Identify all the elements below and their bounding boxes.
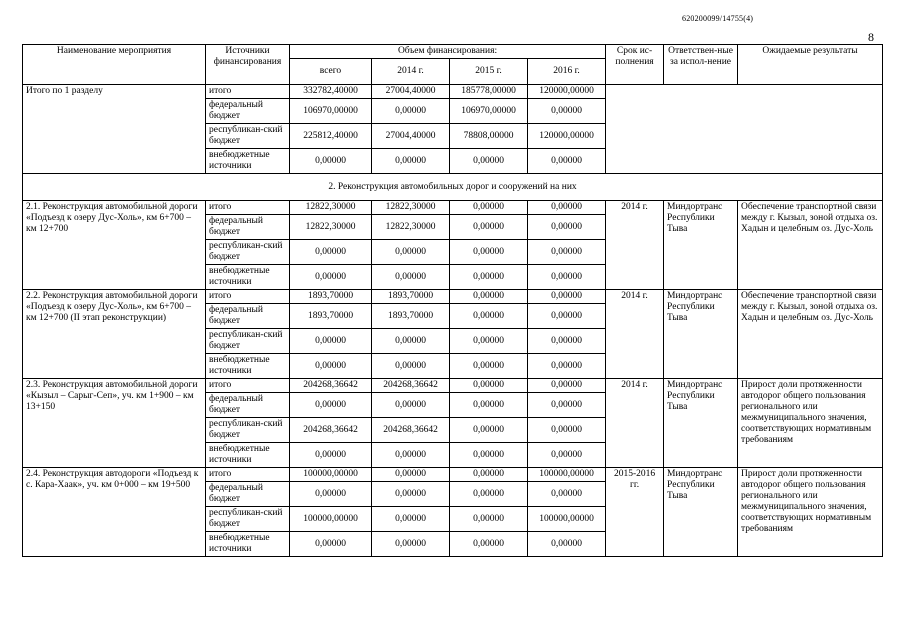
header-responsible: Ответствен-ные за испол-нение [664, 45, 738, 85]
header-total: всего [290, 59, 372, 85]
page-number: 8 [868, 30, 874, 44]
amount-2016: 0,00000 [528, 354, 606, 379]
item-responsible: Миндортранс Республики Тыва [664, 468, 738, 557]
amount-2014: 12822,30000 [372, 215, 450, 240]
amount-2016: 100000,00000 [528, 507, 606, 532]
item-responsible: Миндортранс Республики Тыва [664, 290, 738, 379]
header-sources: Источники финансирования [206, 45, 290, 85]
amount-2014: 0,00000 [372, 329, 450, 354]
amount-total: 0,00000 [290, 329, 372, 354]
amount-total: 12822,30000 [290, 201, 372, 215]
amount-2015: 0,00000 [450, 265, 528, 290]
amount-total: 100000,00000 [290, 507, 372, 532]
amount-2014: 1893,70000 [372, 304, 450, 329]
amount-total: 1893,70000 [290, 304, 372, 329]
source-cell: федеральный бюджет [206, 99, 290, 124]
amount-2016: 100000,00000 [528, 468, 606, 482]
item-result: Прирост доли протяженности автодорог общего пользования регионального или межмуниципального значения, соответствующих нормативным требованиям [738, 468, 883, 557]
amount-2014: 204268,36642 [372, 379, 450, 393]
source-cell: республикан-ский бюджет [206, 329, 290, 354]
amount-2015: 0,00000 [450, 354, 528, 379]
amount-total: 0,00000 [290, 443, 372, 468]
amount-total: 1893,70000 [290, 290, 372, 304]
source-cell: внебюджетные источники [206, 265, 290, 290]
source-cell: республикан-ский бюджет [206, 418, 290, 443]
amount-2014: 0,00000 [372, 468, 450, 482]
header-funding: Объем финансирования: [290, 45, 606, 59]
item-name: 2.2. Реконструкция автомобильной дороги «Подъезд к озеру Дус-Холь», км 6+700 – км 12+700 (II этап реконструкции) [23, 290, 206, 379]
table-body [23, 85, 883, 557]
item-term: 2014 г. [606, 290, 664, 379]
item-term: 2014 г. [606, 379, 664, 468]
source-cell: федеральный бюджет [206, 393, 290, 418]
item-responsible: Миндортранс Республики Тыва [664, 201, 738, 290]
table-row [23, 468, 883, 482]
source-cell: внебюджетные источники [206, 149, 290, 174]
header-2016: 2016 г. [528, 59, 606, 85]
amount-2015: 0,00000 [450, 532, 528, 557]
amount-2016: 0,00000 [528, 215, 606, 240]
amount-2014: 0,00000 [372, 443, 450, 468]
financing-table [22, 44, 883, 557]
amount-2015: 0,00000 [450, 468, 528, 482]
amount-2015: 0,00000 [450, 201, 528, 215]
amount-2015: 106970,00000 [450, 99, 528, 124]
source-cell: федеральный бюджет [206, 215, 290, 240]
section1-total-name: Итого по 1 разделу [23, 85, 206, 174]
item-name: 2.3. Реконструкция автомобильной дороги «Кызыл – Сарыг-Сеп», уч. км 1+900 – км 13+150 [23, 379, 206, 468]
amount-2016: 0,00000 [528, 418, 606, 443]
amount-2014: 0,00000 [372, 532, 450, 557]
amount-2016: 0,00000 [528, 304, 606, 329]
item-result: Прирост доли протяженности автодорог общего пользования регионального или межмуниципального значения, соответствующих нормативным требованиям [738, 379, 883, 468]
amount-2016: 0,00000 [528, 532, 606, 557]
amount-2015: 0,00000 [450, 215, 528, 240]
document-code: 620200099/14755(4) [682, 14, 754, 23]
amount-total: 0,00000 [290, 532, 372, 557]
amount-2016: 0,00000 [528, 290, 606, 304]
amount-2015: 0,00000 [450, 290, 528, 304]
amount-2014: 0,00000 [372, 99, 450, 124]
amount-2016: 120000,00000 [528, 124, 606, 149]
source-cell: федеральный бюджет [206, 304, 290, 329]
source-cell: республикан-ский бюджет [206, 124, 290, 149]
amount-2015: 185778,00000 [450, 85, 528, 99]
source-cell: итого [206, 85, 290, 99]
amount-2014: 0,00000 [372, 482, 450, 507]
amount-2016: 0,00000 [528, 265, 606, 290]
header-2014: 2014 г. [372, 59, 450, 85]
amount-2016: 0,00000 [528, 99, 606, 124]
table-row [23, 379, 883, 393]
amount-2014: 0,00000 [372, 507, 450, 532]
source-cell: республикан-ский бюджет [206, 240, 290, 265]
amount-2014: 27004,40000 [372, 85, 450, 99]
item-responsible: Миндортранс Республики Тыва [664, 379, 738, 468]
amount-2015: 0,00000 [450, 418, 528, 443]
amount-total: 204268,36642 [290, 418, 372, 443]
amount-total: 204268,36642 [290, 379, 372, 393]
amount-2016: 0,00000 [528, 482, 606, 507]
amount-total: 0,00000 [290, 149, 372, 174]
amount-2016: 0,00000 [528, 329, 606, 354]
amount-total: 332782,40000 [290, 85, 372, 99]
header-2015: 2015 г. [450, 59, 528, 85]
item-result: Обеспечение транспортной связи между г. Кызыл, зоной отдыха оз. Хадын и целебным оз. Дус-Холь [738, 201, 883, 290]
amount-2014: 0,00000 [372, 354, 450, 379]
amount-2014: 0,00000 [372, 265, 450, 290]
amount-2014: 1893,70000 [372, 290, 450, 304]
source-cell: республикан-ский бюджет [206, 507, 290, 532]
amount-2015: 0,00000 [450, 379, 528, 393]
amount-2016: 0,00000 [528, 393, 606, 418]
amount-total: 0,00000 [290, 240, 372, 265]
item-term: 2014 г. [606, 201, 664, 290]
amount-2016: 0,00000 [528, 379, 606, 393]
section2-title: 2. Реконструкция автомобильных дорог и сооружений на них [23, 174, 883, 201]
source-cell: внебюджетные источники [206, 354, 290, 379]
amount-2015: 0,00000 [450, 393, 528, 418]
item-name: 2.4. Реконструкция автодороги «Подъезд к с. Кара-Хаак», уч. км 0+000 – км 19+500 [23, 468, 206, 557]
amount-2014: 204268,36642 [372, 418, 450, 443]
amount-total: 225812,40000 [290, 124, 372, 149]
amount-2016: 0,00000 [528, 443, 606, 468]
amount-total: 0,00000 [290, 354, 372, 379]
source-cell: итого [206, 290, 290, 304]
amount-2015: 0,00000 [450, 304, 528, 329]
amount-2015: 0,00000 [450, 443, 528, 468]
amount-2014: 0,00000 [372, 240, 450, 265]
amount-2016: 120000,00000 [528, 85, 606, 99]
source-cell: итого [206, 468, 290, 482]
header-results: Ожидаемые результаты [738, 45, 883, 85]
amount-2015: 78808,00000 [450, 124, 528, 149]
table-header [23, 45, 883, 85]
header-name: Наименование мероприятия [23, 45, 206, 85]
amount-total: 106970,00000 [290, 99, 372, 124]
source-cell: итого [206, 379, 290, 393]
amount-2014: 27004,40000 [372, 124, 450, 149]
amount-total: 0,00000 [290, 482, 372, 507]
amount-2015: 0,00000 [450, 149, 528, 174]
amount-2015: 0,00000 [450, 240, 528, 265]
section1-empty-cell [606, 85, 883, 174]
amount-2015: 0,00000 [450, 482, 528, 507]
amount-2014: 0,00000 [372, 393, 450, 418]
amount-total: 0,00000 [290, 265, 372, 290]
amount-2015: 0,00000 [450, 329, 528, 354]
source-cell: внебюджетные источники [206, 532, 290, 557]
source-cell: итого [206, 201, 290, 215]
item-result: Обеспечение транспортной связи между г. Кызыл, зоной отдыха оз. Хадын и целебным оз. Дус-Холь [738, 290, 883, 379]
amount-2015: 0,00000 [450, 507, 528, 532]
amount-2016: 0,00000 [528, 240, 606, 265]
table-row [23, 201, 883, 215]
amount-total: 0,00000 [290, 393, 372, 418]
source-cell: внебюджетные источники [206, 443, 290, 468]
header-term: Срок ис-полнения [606, 45, 664, 85]
item-term: 2015-2016 гг. [606, 468, 664, 557]
source-cell: федеральный бюджет [206, 482, 290, 507]
amount-total: 12822,30000 [290, 215, 372, 240]
amount-total: 100000,00000 [290, 468, 372, 482]
amount-2014: 12822,30000 [372, 201, 450, 215]
item-name: 2.1. Реконструкция автомобильной дороги «Подъезд к озеру Дус-Холь», км 6+700 – км 12+700 [23, 201, 206, 290]
table-row [23, 290, 883, 304]
amount-2016: 0,00000 [528, 149, 606, 174]
amount-2014: 0,00000 [372, 149, 450, 174]
amount-2016: 0,00000 [528, 201, 606, 215]
